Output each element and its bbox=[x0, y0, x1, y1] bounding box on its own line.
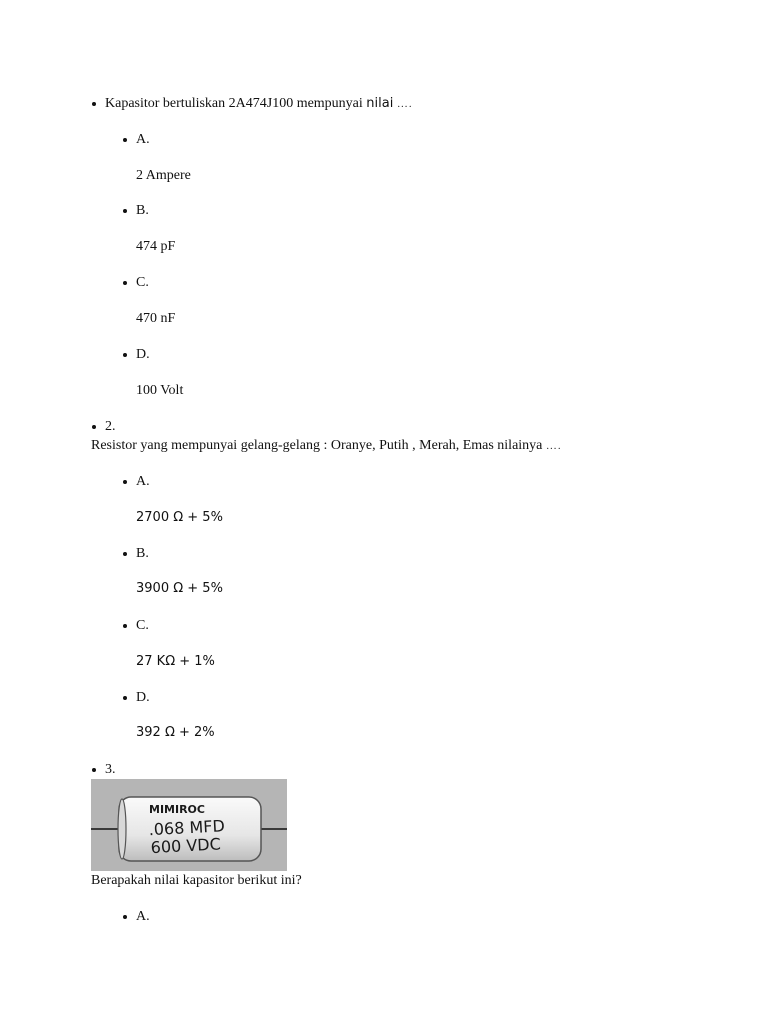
q2-option-a-text: 2700 Ω + 5% bbox=[136, 510, 223, 525]
q2-option-b-text: 3900 Ω + 5% bbox=[136, 581, 223, 596]
q2-option-a-letter[interactable]: A. bbox=[136, 474, 150, 489]
capacitor-illustration bbox=[91, 779, 287, 871]
q3-option-a-letter[interactable]: A. bbox=[136, 909, 150, 924]
question-3-number: 3. bbox=[105, 762, 116, 777]
capacitor-value: .068 MFD bbox=[148, 816, 226, 840]
capacitor-photo bbox=[91, 779, 287, 871]
q1-option-c-text: 470 nF bbox=[136, 311, 176, 326]
q2-option-d-letter[interactable]: D. bbox=[136, 690, 150, 705]
q2-option-d-text: 392 Ω + 2% bbox=[136, 725, 215, 740]
question-2-number: 2. bbox=[105, 419, 116, 434]
q1-option-b-text: 474 pF bbox=[136, 239, 176, 254]
q2-option-c-text: 27 KΩ + 1% bbox=[136, 654, 215, 669]
capacitor-end-cap bbox=[118, 799, 126, 859]
question-1-text: Kapasitor bertuliskan 2A474J100 mempunyai bbox=[105, 96, 363, 111]
q1-option-d-text: 100 Volt bbox=[136, 383, 184, 398]
q1-option-b-letter[interactable]: B. bbox=[136, 203, 149, 218]
capacitor-brand: MIMIROC bbox=[149, 803, 205, 816]
question-2-ellipsis: …. bbox=[545, 440, 562, 452]
q1-option-a-text: 2 Ampere bbox=[136, 168, 191, 183]
q2-option-b-letter[interactable]: B. bbox=[136, 546, 149, 561]
q1-option-a-letter[interactable]: A. bbox=[136, 132, 150, 147]
question-1-ellipsis: …. bbox=[396, 98, 413, 110]
question-1-text-tail: nilai bbox=[366, 96, 394, 111]
q1-option-d-letter[interactable]: D. bbox=[136, 347, 150, 362]
q1-option-c-letter[interactable]: C. bbox=[136, 275, 149, 290]
question-3-prompt: Berapakah nilai kapasitor berikut ini? bbox=[91, 873, 302, 888]
question-2-text: Resistor yang mempunyai gelang-gelang : Oranye, Putih , Merah, Emas nilainya bbox=[91, 438, 543, 453]
q2-option-c-letter[interactable]: C. bbox=[136, 618, 149, 633]
question-2-prompt bbox=[91, 438, 562, 454]
question-1-prompt bbox=[105, 96, 413, 112]
capacitor-voltage: 600 VDC bbox=[150, 834, 222, 858]
